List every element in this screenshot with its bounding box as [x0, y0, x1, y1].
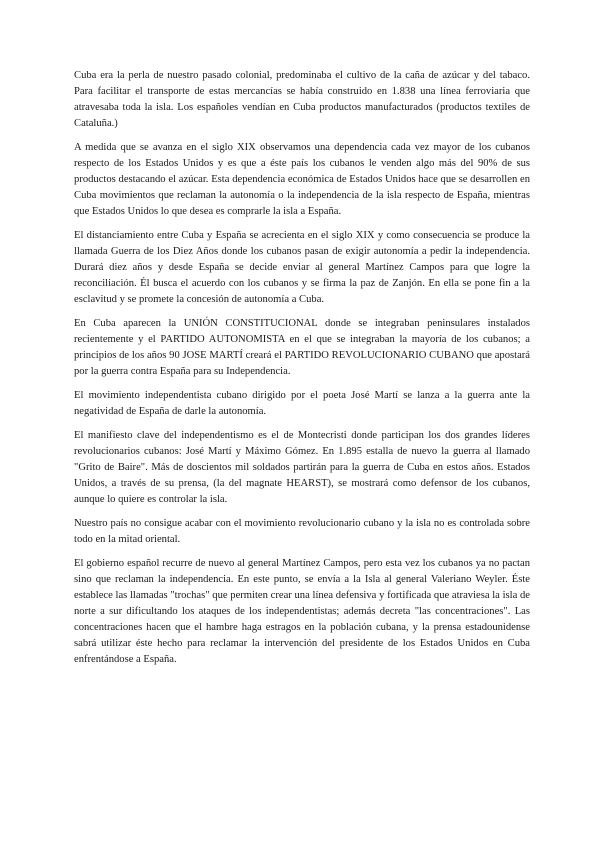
paragraph-marti-movement: El movimiento independentista cubano dirigido por el poeta José Martí se lanza a la guerra ante la negatividad de España de darle la autonomía. — [74, 390, 530, 417]
paragraph-ten-years-war: El distanciamiento entre Cuba y España se acrecienta en el siglo XIX y como consecuencia se produce la llamada Guerra de los Diez Años donde los cubanos pasan de exigir autonomía a pedir la independencia. Durará diez años y desde España se decide enviar al general Martínez Campos para que logre la reconciliación. Él busca el acuerdo con los cubanos y se firma la paz de Zanjón. En ella se pone fin a la esclavitud y se promete la concesión de autonomía a Cuba. — [74, 230, 530, 305]
document-page — [74, 68, 530, 676]
paragraph-montecristi-manifesto: El manifiesto clave del independentismo es el de Montecristi donde participan los dos grandes líderes revolucionarios cubanos: José Martí y Máximo Gómez. En 1.895 estalla de nuevo la guerra al llamado "Grito de Baire". Más de doscientos mil soldados partirán para la guerra de Cuba en estos años. Estados Unidos, a través de su prensa, (la del magnate HEARST), se mostrará como defensor de los cubanos, aunque lo quiere es controlar la isla. — [74, 430, 530, 505]
paragraph-political-parties: En Cuba aparecen la UNIÓN CONSTITUCIONAL donde se integraban peninsulares instalados recientemente y el PARTIDO AUTONOMISTA en el que se integraban la mayoría de los cubanos; a principios de los años 90 JOSE MARTÍ creará el PARTIDO REVOLUCIONARIO CUBANO que apostará por la guerra contra España para su Independencia. — [74, 318, 530, 377]
paragraph-weyler-trochas: El gobierno español recurre de nuevo al general Martínez Campos, pero esta vez los cubanos ya no pactan sino que reclaman la independencia. En este punto, se envía a la Isla al general Valeriano Weyler. Éste establece las llamadas "trochas" que permiten crear una línea defensiva y fortificada que atraviesa la isla de norte a sur dificultando los ataques de los independentistas; además decreta "las concentraciones". Las concentraciones hacen que el hambre haga estragos en la población cubana, y la prensa estadounidense sabrá utilizar éste hecho para reclamar la intervención del presidente de los Estados Unidos en Cuba enfrentándose a España. — [74, 558, 530, 665]
paragraph-us-dependence: A medida que se avanza en el siglo XIX observamos una dependencia cada vez mayor de los cubanos respecto de los Estados Unidos y es que a éste país los cubanos le venden algo más del 90% de sus productos destacando el azúcar. Esta dependencia económica de Estados Unidos hace que se desarrollen en Cuba movimientos que reclaman la autonomía o la independencia de la isla respecto de España, mientras que Estados Unidos lo que desea es comprarle la isla a España. — [74, 142, 530, 217]
paragraph-uncontrolled-east: Nuestro país no consigue acabar con el movimiento revolucionario cubano y la isla no es controlada sobre todo en la mitad oriental. — [74, 518, 530, 545]
paragraph-colonial-cuba: Cuba era la perla de nuestro pasado colonial, predominaba el cultivo de la caña de azúcar y del tabaco. Para facilitar el transporte de estas mercancías se había construido en 1.838 una línea ferroviaria que atravesaba toda la isla. Los españoles vendían en Cuba productos manufacturados (productos textiles de Cataluña.) — [74, 70, 530, 129]
